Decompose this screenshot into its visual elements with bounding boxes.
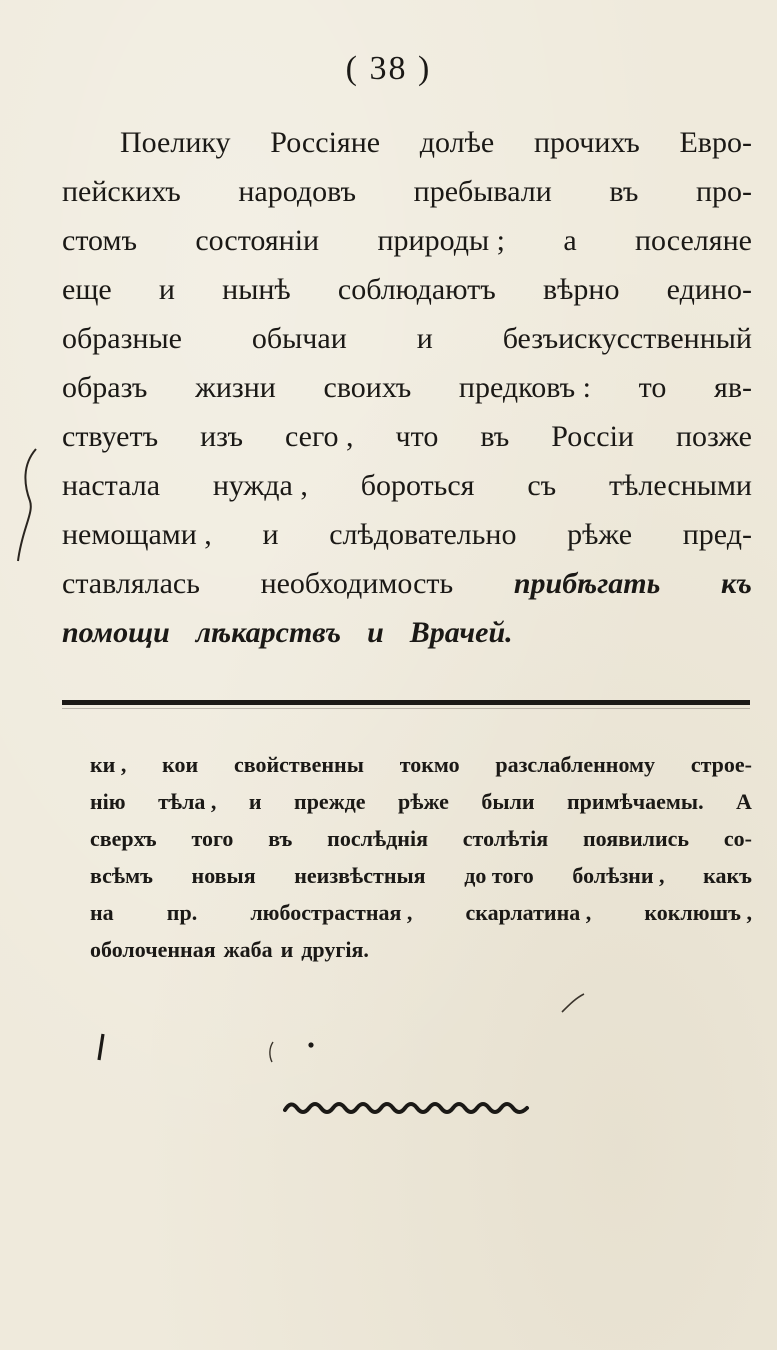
word: предковъ :: [458, 371, 591, 404]
word: были: [481, 789, 535, 814]
word: любострастная ,: [250, 900, 413, 925]
word: съ: [527, 469, 557, 502]
word: долѣе: [419, 126, 495, 159]
italic-word: Врачей.: [409, 616, 513, 649]
word: поселяне: [635, 224, 752, 257]
italic-word: лѣкарствъ: [195, 616, 342, 649]
word: столѣтія: [462, 826, 549, 851]
word: ки ,: [90, 752, 127, 777]
word: соблюдаютъ: [337, 273, 496, 306]
word: и: [416, 322, 433, 355]
word: свойственны: [233, 752, 364, 777]
word: другія.: [301, 937, 369, 962]
text-line: [62, 608, 752, 657]
word: жаба: [223, 937, 273, 962]
word: позже: [675, 420, 752, 453]
word: яв-: [714, 371, 752, 404]
word: Поелику: [120, 126, 231, 159]
word: кои: [162, 752, 199, 777]
word: и: [248, 789, 262, 814]
word: Россіяне: [270, 126, 381, 159]
word: сего ,: [284, 420, 354, 453]
word: изъ: [200, 420, 243, 453]
word: пребывали: [413, 175, 552, 208]
text-line: [62, 559, 752, 608]
word: едино-: [666, 273, 752, 306]
word: прежде: [294, 789, 366, 814]
italic-word: и: [367, 616, 384, 649]
word: немощами ,: [62, 518, 212, 551]
word: настала: [62, 469, 161, 502]
word: и: [280, 937, 294, 962]
word: новыя: [191, 863, 256, 888]
word: вѣрно: [542, 273, 620, 306]
word: а: [563, 224, 577, 257]
margin-brace-mark: [14, 445, 44, 565]
word: образъ: [62, 371, 148, 404]
word: своихъ: [323, 371, 412, 404]
word: нынѣ: [222, 273, 291, 306]
word: въ: [480, 420, 510, 453]
word: разслабленному: [495, 752, 656, 777]
text-line: [62, 265, 752, 314]
word: пр.: [166, 900, 198, 925]
footnote-line: [90, 931, 752, 968]
ink-dot-mark: [306, 1040, 316, 1050]
word: нію: [90, 789, 126, 814]
word: пред-: [682, 518, 752, 551]
word: и: [262, 518, 279, 551]
word: народовъ: [238, 175, 357, 208]
word: неизвѣстныя: [294, 863, 426, 888]
word: пейскихъ: [62, 175, 181, 208]
word: токмо: [399, 752, 460, 777]
word: жизни: [195, 371, 276, 404]
word: скарлатина ,: [465, 900, 592, 925]
footnote-line: [90, 857, 752, 894]
word: въ: [268, 826, 293, 851]
footnote-separator-rule: [62, 700, 750, 705]
word: какъ: [703, 863, 752, 888]
word: еще: [62, 273, 112, 306]
word: образные: [62, 322, 182, 355]
text-line: [62, 363, 752, 412]
word: необходимость: [260, 567, 454, 600]
word: со-: [723, 826, 752, 851]
word: что: [395, 420, 439, 453]
italic-word: помощи: [62, 616, 170, 649]
word: до того: [464, 863, 534, 888]
word: природы ;: [377, 224, 505, 257]
text-line: [62, 118, 752, 167]
ink-stroke-mark: [94, 1032, 108, 1062]
word: Евро-: [679, 126, 752, 159]
word: про-: [695, 175, 752, 208]
word: въ: [609, 175, 639, 208]
ink-stroke-mark: [266, 1040, 276, 1064]
page-number: ( 38 ): [345, 50, 432, 87]
word: на: [90, 900, 114, 925]
text-line: [62, 461, 752, 510]
wave-ornament: [283, 1098, 531, 1118]
word: безъискусственный: [502, 322, 752, 355]
word: сверхъ: [90, 826, 157, 851]
word: примѣчаемы.: [566, 789, 704, 814]
word: послѣднія: [327, 826, 428, 851]
word: тѣлесными: [608, 469, 752, 502]
word: ствуетъ: [62, 420, 159, 453]
word: Россіи: [551, 420, 634, 453]
word: и: [158, 273, 175, 306]
text-line: [62, 216, 752, 265]
text-line: [62, 412, 752, 461]
text-line: [62, 314, 752, 363]
footnote-line: [90, 894, 752, 931]
word: состояніи: [195, 224, 320, 257]
word: коклюшъ ,: [644, 900, 752, 925]
word: оболоченная: [90, 937, 216, 962]
word: бороться: [360, 469, 475, 502]
word: то: [638, 371, 667, 404]
word: ставлялась: [62, 567, 200, 600]
word: слѣдовательно: [329, 518, 517, 551]
italic-word: прибѣгать: [513, 567, 661, 600]
footnote-separator-shadow: [62, 708, 750, 709]
text-line: [62, 167, 752, 216]
italic-word: къ: [720, 567, 752, 600]
word: обычаи: [251, 322, 347, 355]
word: стомъ: [62, 224, 137, 257]
word: рѣже: [567, 518, 633, 551]
word: болѣзни ,: [572, 863, 665, 888]
word: рѣже: [398, 789, 449, 814]
main-paragraph: [62, 118, 752, 657]
footnote-line: [90, 820, 752, 857]
word: А: [736, 789, 752, 814]
word: тѣла ,: [158, 789, 217, 814]
word: появились: [582, 826, 690, 851]
text-line: [62, 510, 752, 559]
footnote-line: [90, 783, 752, 820]
word: того: [191, 826, 234, 851]
word: всѣмъ: [90, 863, 153, 888]
ink-stroke-mark: [560, 992, 586, 1014]
word: строе-: [690, 752, 752, 777]
word: нужда ,: [212, 469, 308, 502]
word: прочихъ: [533, 126, 640, 159]
footnote-text: [90, 746, 752, 968]
footnote-line: [90, 746, 752, 783]
